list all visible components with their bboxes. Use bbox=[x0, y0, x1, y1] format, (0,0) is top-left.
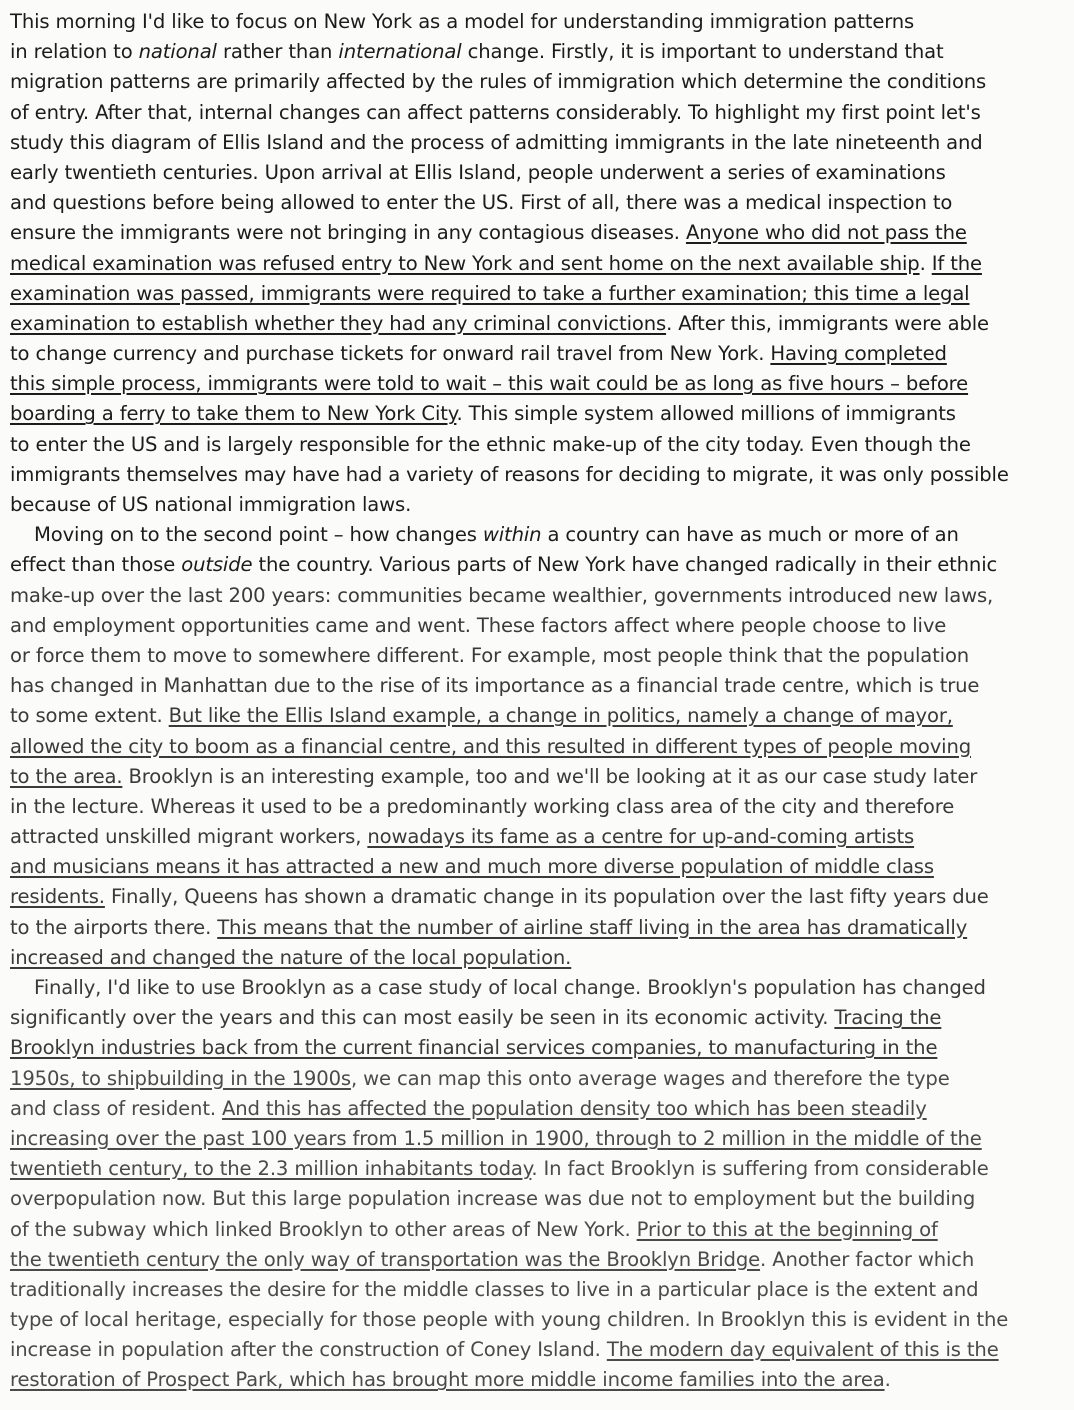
underlined-text: examination was passed, immigrants were required to take a further examination; this time a legal bbox=[10, 281, 970, 305]
underlined-text: medical examination was refused entry to New York and sent home on the next available ship bbox=[10, 251, 920, 275]
underlined-text: and musicians means it has attracted a new and much more diverse population of middle class bbox=[10, 855, 934, 879]
underlined-text: The modern day equivalent of this is the bbox=[606, 1338, 999, 1362]
text-line bbox=[10, 520, 1068, 550]
text-segment: significantly over the years and this can most easily be seen in its economic activity. bbox=[10, 1006, 835, 1030]
text-line bbox=[10, 671, 1068, 701]
text-segment: rather than bbox=[216, 40, 339, 64]
underlined-text: the twentieth century the only way of transportation was the Brooklyn Bridge bbox=[10, 1247, 761, 1271]
text-line bbox=[10, 611, 1068, 641]
underlined-text: restoration of Prospect Park, which has brought more middle income families into the area bbox=[10, 1368, 885, 1392]
text-line bbox=[10, 279, 1068, 309]
text-segment: immigrants themselves may have had a variety of reasons for deciding to migrate, it was only possible bbox=[10, 462, 1009, 486]
underlined-text: Having completed bbox=[770, 342, 947, 366]
text-segment: . Another factor which bbox=[760, 1247, 975, 1271]
text-line bbox=[10, 339, 1068, 369]
text-line bbox=[10, 1064, 1068, 1094]
text-line bbox=[10, 1335, 1068, 1365]
text-line bbox=[10, 158, 1068, 188]
underlined-text: This means that the number of airline staff living in the area has dramatically bbox=[217, 915, 968, 939]
text-segment: . After this, immigrants were able bbox=[666, 311, 989, 335]
text-segment: attracted unskilled migrant workers, bbox=[10, 825, 368, 849]
text-segment: . This simple system allowed millions of immigrants bbox=[456, 402, 956, 426]
text-line bbox=[10, 1003, 1068, 1033]
text-segment: to the airports there. bbox=[10, 915, 218, 939]
underlined-text: boarding a ferry to take them to New York City bbox=[10, 402, 457, 426]
text-line bbox=[10, 822, 1068, 852]
text-line bbox=[10, 1154, 1068, 1184]
text-segment: and employment opportunities came and went. These factors affect where people choose to live bbox=[10, 613, 947, 637]
text-segment: of entry. After that, internal changes can affect patterns considerably. To highlight my first point let's bbox=[10, 100, 981, 124]
underlined-text: Anyone who did not pass the bbox=[685, 221, 967, 245]
italic-text: within bbox=[482, 523, 542, 547]
text-line bbox=[10, 1033, 1068, 1063]
text-segment: to change currency and purchase tickets for onward rail travel from New York. bbox=[10, 342, 771, 366]
text-line bbox=[10, 1305, 1068, 1335]
italic-text: international bbox=[338, 40, 462, 64]
text-segment: in relation to bbox=[10, 40, 139, 64]
text-line bbox=[10, 1124, 1068, 1154]
text-line bbox=[10, 641, 1068, 671]
text-line bbox=[10, 1184, 1068, 1214]
text-line bbox=[10, 399, 1068, 429]
text-segment: study this diagram of Ellis Island and the process of admitting immigrants in the late nineteenth and bbox=[10, 130, 983, 154]
text-line bbox=[10, 792, 1068, 822]
underlined-text: increased and changed the nature of the local population. bbox=[10, 945, 572, 969]
text-segment: traditionally increases the desire for the middle classes to live in a particular place is the extent and bbox=[10, 1277, 979, 1301]
text-line bbox=[10, 98, 1068, 128]
text-segment: early twentieth centuries. Upon arrival at Ellis Island, people underwent a series of examinations bbox=[10, 160, 946, 184]
text-line bbox=[10, 490, 1068, 520]
underlined-text: residents. bbox=[10, 885, 105, 909]
underlined-text: And this has affected the population density too which has been steadily bbox=[222, 1096, 927, 1120]
text-segment: make-up over the last 200 years: communities became wealthier, governments introduced new laws, bbox=[10, 583, 994, 607]
text-segment: Brooklyn is an interesting example, too and we'll be looking at it as our case study later bbox=[122, 764, 978, 788]
text-segment: and questions before being allowed to enter the US. First of all, there was a medical inspection to bbox=[10, 191, 953, 215]
underlined-text: this simple process, immigrants were told to wait – this wait could be as long as five hours – before bbox=[10, 372, 969, 396]
text-line bbox=[10, 1365, 1068, 1395]
text-segment: . In fact Brooklyn is suffering from considerable bbox=[531, 1157, 989, 1181]
text-segment: to enter the US and is largely responsible for the ethnic make-up of the city today. Even though the bbox=[10, 432, 971, 456]
underlined-text: nowadays its fame as a centre for up-and-coming artists bbox=[367, 825, 915, 849]
underlined-text: 1950s, to shipbuilding in the 1900s bbox=[10, 1066, 351, 1090]
text-line bbox=[10, 913, 1068, 943]
text-line bbox=[10, 249, 1068, 279]
text-segment: a country can have as much or more of an bbox=[541, 523, 959, 547]
text-line bbox=[10, 550, 1068, 580]
text-line bbox=[10, 1275, 1068, 1305]
text-line bbox=[10, 882, 1068, 912]
text-line bbox=[10, 67, 1068, 97]
text-segment: in the lecture. Whereas it used to be a predominantly working class area of the city and therefore bbox=[10, 794, 955, 818]
text-segment: effect than those bbox=[10, 553, 182, 577]
text-line bbox=[10, 7, 1068, 37]
text-line bbox=[10, 460, 1068, 490]
text-line bbox=[10, 701, 1068, 731]
italic-text: national bbox=[138, 40, 217, 64]
text-segment: overpopulation now. But this large population increase was due not to employment but the building bbox=[10, 1187, 976, 1211]
underlined-text: But like the Ellis Island example, a change in politics, namely a change of mayor, bbox=[168, 704, 953, 728]
underlined-text: Tracing the bbox=[834, 1006, 942, 1030]
text-line bbox=[10, 369, 1068, 399]
text-segment: increase in population after the construction of Coney Island. bbox=[10, 1338, 607, 1362]
text-segment: has changed in Manhattan due to the rise of its importance as a financial trade centre, which is true bbox=[10, 674, 980, 698]
text-line bbox=[10, 852, 1068, 882]
text-line bbox=[10, 37, 1068, 67]
text-segment: Finally, Queens has shown a dramatic change in its population over the last fifty years due bbox=[104, 885, 989, 909]
text-line bbox=[10, 581, 1068, 611]
text-segment: , we can map this onto average wages and therefore the type bbox=[350, 1066, 950, 1090]
text-segment: This morning I'd like to focus on New York as a model for understanding immigration patterns bbox=[10, 10, 915, 33]
text-segment: because of US national immigration laws. bbox=[10, 493, 412, 516]
underlined-text: Brooklyn industries back from the current financial services companies, to manufacturing in the bbox=[10, 1036, 938, 1060]
text-segment: type of local heritage, especially for those people with young children. In Brooklyn this is evident in the bbox=[10, 1308, 1009, 1332]
text-segment: and class of resident. bbox=[10, 1096, 223, 1120]
underlined-text: Prior to this at the beginning of bbox=[636, 1217, 938, 1241]
text-line bbox=[10, 973, 1068, 1003]
underlined-text: increasing over the past 100 years from 1.5 million in 1900, through to 2 million in the middle of the bbox=[10, 1126, 982, 1150]
underlined-text: examination to establish whether they had any criminal convictions bbox=[10, 311, 667, 335]
text-segment: Finally, I'd like to use Brooklyn as a case study of local change. Brooklyn's population has changed bbox=[34, 976, 986, 999]
text-segment: migration patterns are primarily affected by the rules of immigration which determine the conditions bbox=[10, 70, 987, 94]
text-line bbox=[10, 188, 1068, 218]
text-line bbox=[10, 943, 1068, 973]
text-segment: . bbox=[884, 1368, 891, 1392]
text-segment: ensure the immigrants were not bringing in any contagious diseases. bbox=[10, 221, 686, 245]
underlined-text: to the area. bbox=[10, 764, 123, 788]
text-segment: . bbox=[919, 251, 932, 275]
text-segment: Moving on to the second point – how changes bbox=[34, 523, 483, 547]
text-line bbox=[10, 128, 1068, 158]
text-segment: the country. Various parts of New York have changed radically in their ethnic bbox=[252, 553, 998, 577]
underlined-text: allowed the city to boom as a financial centre, and this resulted in different types of people moving bbox=[10, 734, 972, 758]
text-line bbox=[10, 1215, 1068, 1245]
italic-text: outside bbox=[181, 553, 253, 577]
text-line bbox=[10, 762, 1068, 792]
text-line bbox=[10, 732, 1068, 762]
text-line bbox=[10, 430, 1068, 460]
underlined-text: twentieth century, to the 2.3 million inhabitants today bbox=[10, 1157, 532, 1181]
text-line bbox=[10, 218, 1068, 248]
text-line bbox=[10, 1094, 1068, 1124]
text-segment: change. Firstly, it is important to understand that bbox=[461, 40, 944, 64]
underlined-text: If the bbox=[931, 251, 982, 275]
text-line bbox=[10, 309, 1068, 339]
text-segment: or force them to move to somewhere different. For example, most people think that the population bbox=[10, 643, 970, 667]
text-segment: of the subway which linked Brooklyn to other areas of New York. bbox=[10, 1217, 637, 1241]
text-line bbox=[10, 1245, 1068, 1275]
text-segment: to some extent. bbox=[10, 704, 169, 728]
